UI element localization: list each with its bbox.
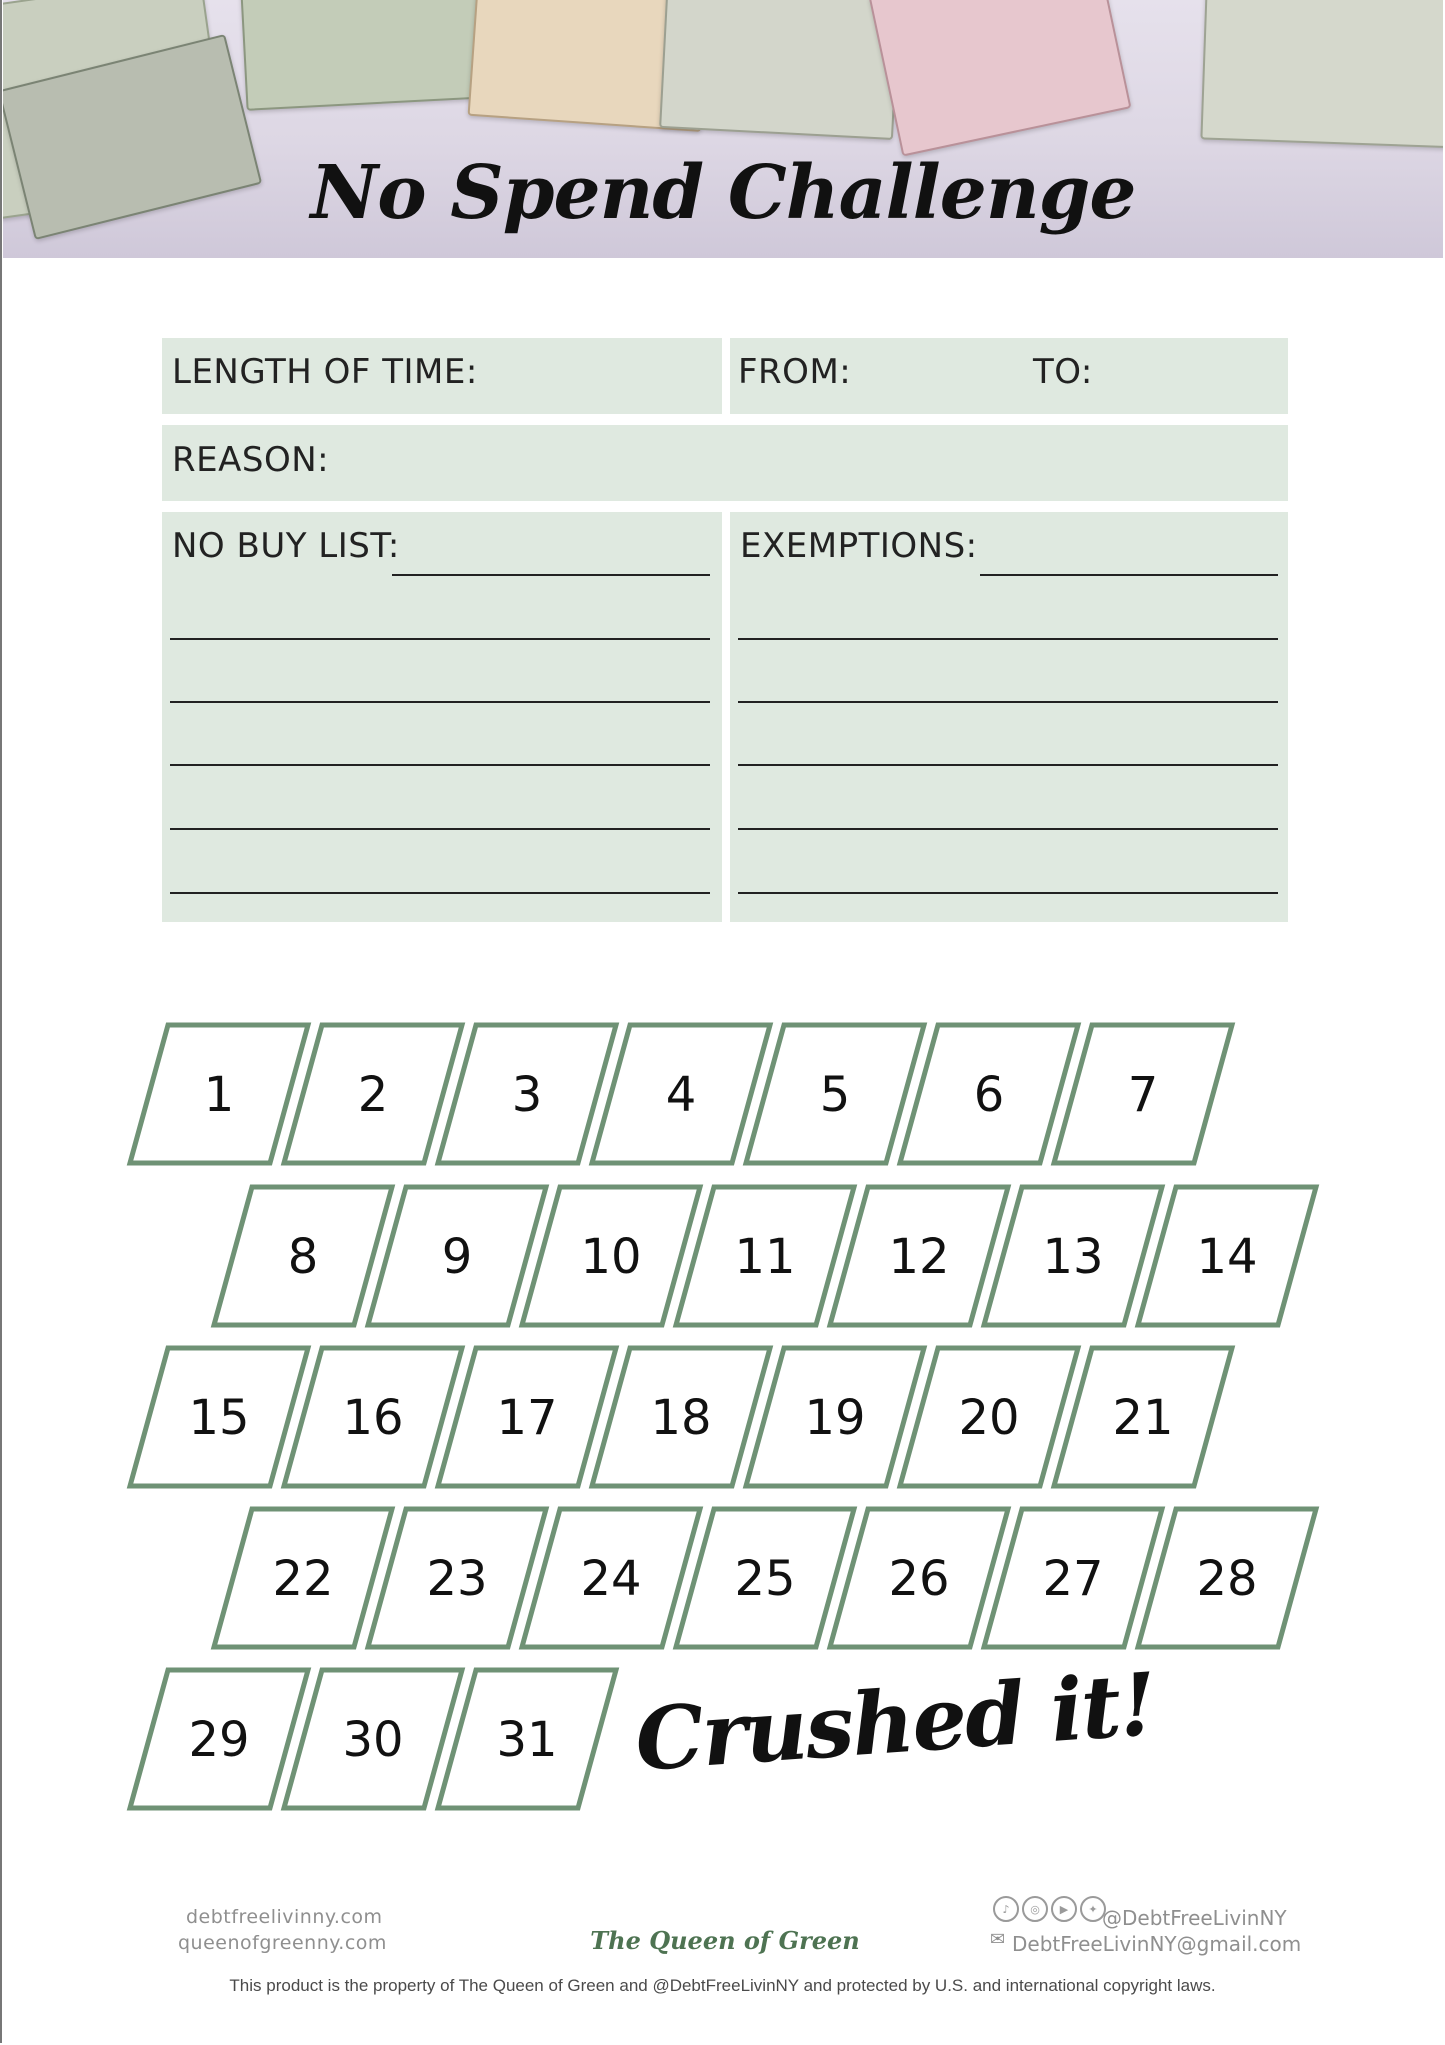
social-icons	[993, 1896, 1106, 1922]
day-number: 14	[1196, 1229, 1258, 1285]
day-number: 26	[888, 1551, 950, 1607]
no-buy-list-label: NO BUY LIST:	[172, 526, 400, 566]
mail-icon: ✉	[990, 1929, 1006, 1950]
instagram-icon[interactable]: ◎	[1022, 1896, 1048, 1922]
day-box-18[interactable]	[592, 1348, 770, 1486]
day-box-7[interactable]	[1054, 1025, 1232, 1163]
day-number: 29	[188, 1712, 250, 1768]
day-number: 21	[1112, 1390, 1174, 1446]
day-box-26[interactable]	[830, 1509, 1008, 1647]
money-image-7	[1200, 0, 1443, 149]
day-number: 17	[496, 1390, 558, 1446]
day-number: 23	[426, 1551, 488, 1607]
day-number: 13	[1042, 1229, 1104, 1285]
day-box-3[interactable]	[438, 1025, 616, 1163]
day-box-28[interactable]	[1138, 1509, 1316, 1647]
exemptions-line[interactable]	[738, 701, 1278, 703]
length-of-time-label: LENGTH OF TIME:	[172, 352, 478, 392]
day-box-13[interactable]	[984, 1187, 1162, 1325]
no-buy-line[interactable]	[170, 638, 710, 640]
day-box-5[interactable]	[746, 1025, 924, 1163]
day-number: 3	[511, 1067, 543, 1123]
no-buy-line[interactable]	[170, 764, 710, 766]
brand-name: The Queen of Green	[590, 1926, 860, 1955]
exemptions-line[interactable]	[738, 638, 1278, 640]
reason-label: REASON:	[172, 440, 330, 480]
no-buy-line[interactable]	[392, 574, 710, 576]
day-box-12[interactable]	[830, 1187, 1008, 1325]
day-box-14[interactable]	[1138, 1187, 1316, 1325]
day-box-22[interactable]	[214, 1509, 392, 1647]
no-buy-line[interactable]	[170, 828, 710, 830]
day-number: 25	[734, 1551, 796, 1607]
social-handle[interactable]: @DebtFreeLivinNY	[1102, 1906, 1287, 1930]
day-number: 6	[973, 1067, 1005, 1123]
day-box-4[interactable]	[592, 1025, 770, 1163]
website-link[interactable]: debtfreelivinny.com	[186, 1906, 383, 1928]
day-box-17[interactable]	[438, 1348, 616, 1486]
day-number: 5	[819, 1067, 851, 1123]
day-number: 16	[342, 1390, 404, 1446]
day-box-27[interactable]	[984, 1509, 1162, 1647]
day-number: 1	[203, 1067, 235, 1123]
day-number: 7	[1127, 1067, 1159, 1123]
money-image-6	[869, 0, 1132, 157]
exemptions-line[interactable]	[738, 764, 1278, 766]
day-box-10[interactable]	[522, 1187, 700, 1325]
day-box-2[interactable]	[284, 1025, 462, 1163]
twitter-icon[interactable]: ✦	[1080, 1896, 1106, 1922]
day-number: 31	[496, 1712, 558, 1768]
day-number: 24	[580, 1551, 642, 1607]
day-number: 11	[734, 1229, 796, 1285]
day-box-21[interactable]	[1054, 1348, 1232, 1486]
header-banner	[3, 0, 1443, 258]
day-number: 19	[804, 1390, 866, 1446]
exemptions-line[interactable]	[980, 574, 1278, 576]
day-number: 4	[665, 1067, 697, 1123]
youtube-icon[interactable]: ▶	[1051, 1896, 1077, 1922]
money-image-5	[659, 0, 901, 140]
day-box-19[interactable]	[746, 1348, 924, 1486]
day-box-31[interactable]	[438, 1670, 616, 1808]
day-number: 9	[441, 1229, 473, 1285]
no-buy-line[interactable]	[170, 892, 710, 894]
day-box-20[interactable]	[900, 1348, 1078, 1486]
day-number: 28	[1196, 1551, 1258, 1607]
exemptions-line[interactable]	[738, 828, 1278, 830]
day-number: 10	[580, 1229, 642, 1285]
exemptions-label: EXEMPTIONS:	[740, 526, 978, 566]
reason-box[interactable]	[162, 425, 1288, 501]
to-label: TO:	[1033, 352, 1093, 392]
day-box-30[interactable]	[284, 1670, 462, 1808]
day-box-29[interactable]	[130, 1670, 308, 1808]
day-box-24[interactable]	[522, 1509, 700, 1647]
no-buy-line[interactable]	[170, 701, 710, 703]
day-number: 2	[357, 1067, 389, 1123]
exemptions-line[interactable]	[738, 892, 1278, 894]
crushed-it-text: Crushed it!	[632, 1653, 1159, 1792]
day-number: 18	[650, 1390, 712, 1446]
day-number: 15	[188, 1390, 250, 1446]
copyright-notice: This product is the property of The Queen of Green and @DebtFreeLivinNY and protected by U.S. and international copyright laws.	[229, 1976, 1216, 1995]
day-number: 8	[287, 1229, 319, 1285]
day-box-9[interactable]	[368, 1187, 546, 1325]
email-address[interactable]: DebtFreeLivinNY@gmail.com	[1012, 1932, 1302, 1956]
tiktok-icon[interactable]: ♪	[993, 1896, 1019, 1922]
day-number: 27	[1042, 1551, 1104, 1607]
day-box-8[interactable]	[214, 1187, 392, 1325]
website-link-2[interactable]: queenofgreenny.com	[178, 1932, 387, 1954]
day-number: 12	[888, 1229, 950, 1285]
day-box-16[interactable]	[284, 1348, 462, 1486]
day-number: 30	[342, 1712, 404, 1768]
from-label: FROM:	[738, 352, 852, 392]
page-title: No Spend Challenge	[310, 150, 1136, 236]
day-box-1[interactable]	[130, 1025, 308, 1163]
day-number: 22	[272, 1551, 334, 1607]
day-box-15[interactable]	[130, 1348, 308, 1486]
day-number: 20	[958, 1390, 1020, 1446]
day-box-23[interactable]	[368, 1509, 546, 1647]
day-box-25[interactable]	[676, 1509, 854, 1647]
day-box-11[interactable]	[676, 1187, 854, 1325]
day-box-6[interactable]	[900, 1025, 1078, 1163]
